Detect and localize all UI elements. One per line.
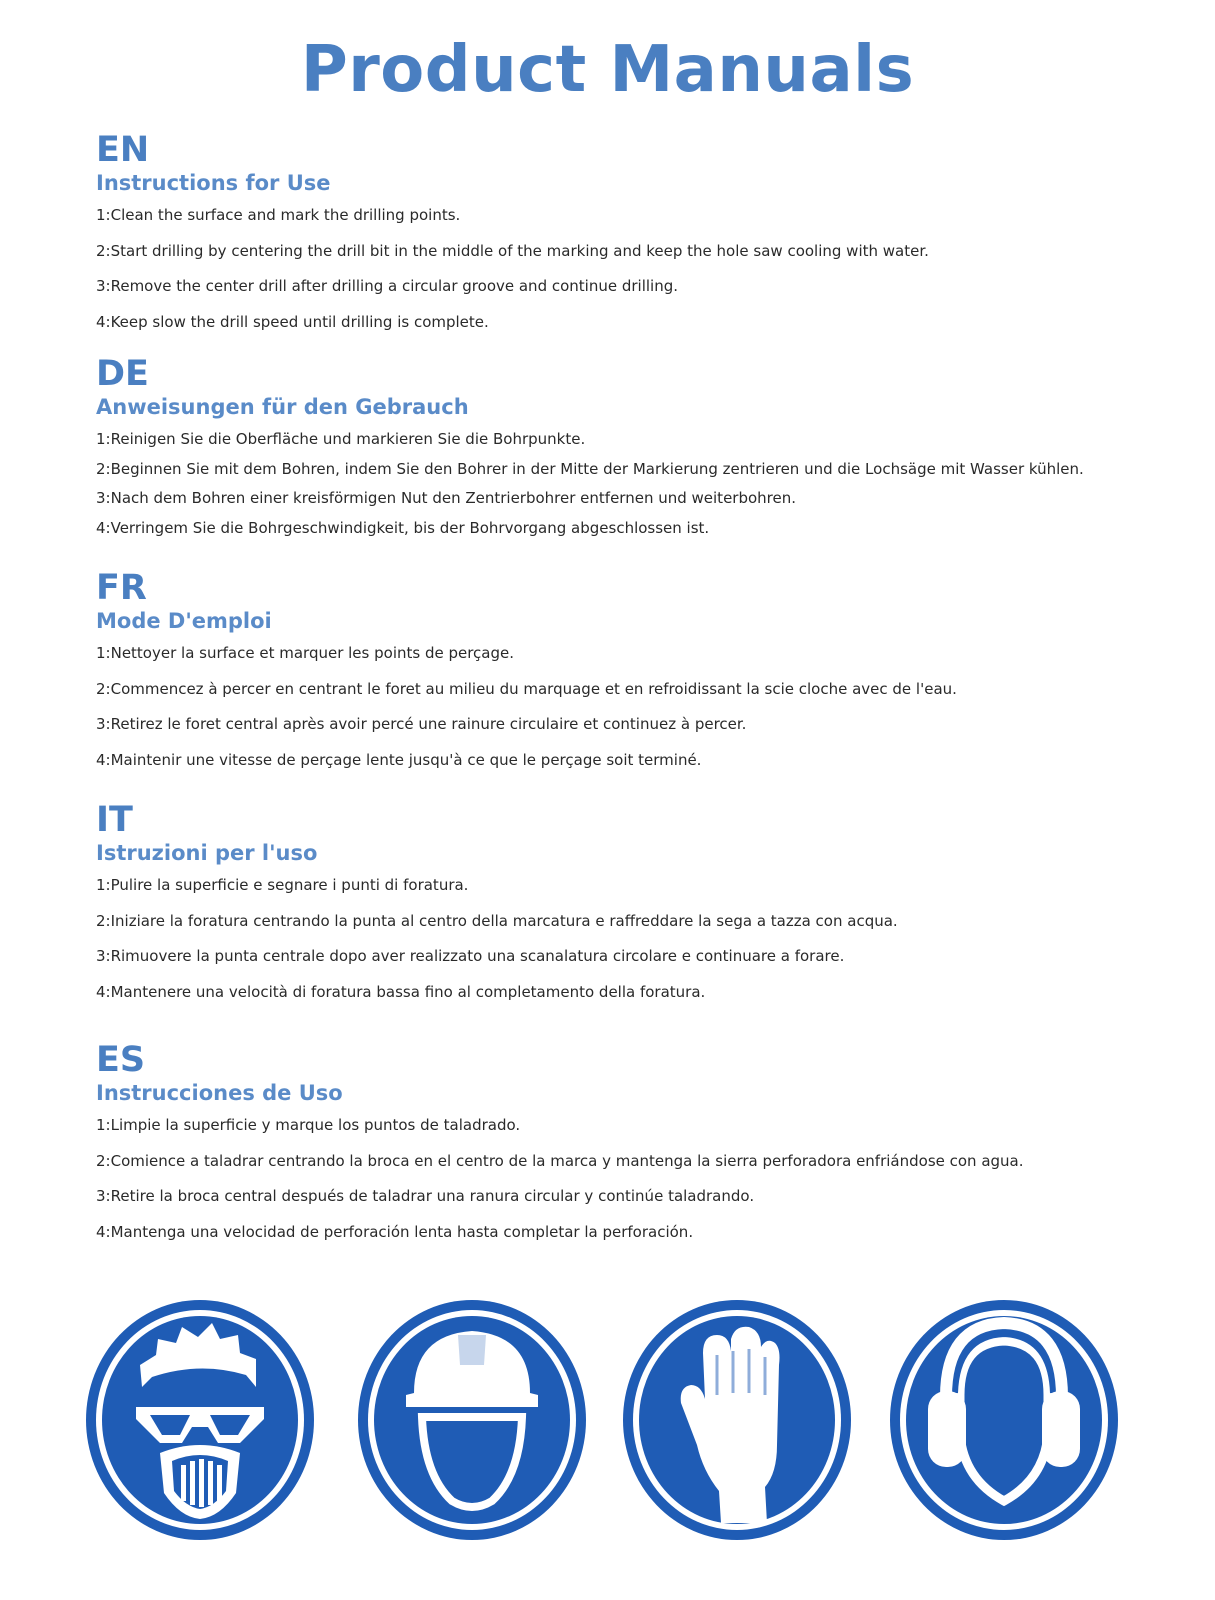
hard-hat-icon — [352, 1295, 592, 1545]
section-heading: Istruzioni per l'uso — [96, 841, 318, 865]
section-en — [96, 132, 1146, 348]
section-heading: Instructions for Use — [96, 171, 331, 195]
section-de — [96, 356, 1146, 548]
step-item: 2:Start drilling by centering the drill bit in the middle of the marking and keep the hole saw cooling with water. — [96, 241, 929, 260]
section-fr — [96, 570, 1146, 786]
language-code: FR — [96, 568, 147, 608]
respirator-goggles-icon — [80, 1295, 320, 1545]
language-code: DE — [96, 354, 149, 394]
step-item: 3:Rimuovere la punta centrale dopo aver realizzato una scanalatura circolare e continuare a forare. — [96, 947, 845, 965]
step-item: 4:Keep slow the drill speed until drilling is complete. — [96, 312, 489, 331]
safety-glove-icon — [617, 1295, 857, 1545]
step-item: 3:Retire la broca central después de taladrar una ranura circular y continúe taladrando. — [96, 1187, 755, 1205]
step-item: 4:Verringem Sie die Bohrgeschwindigkeit, bis der Bohrvorgang abgeschlossen ist. — [96, 518, 710, 537]
step-list — [96, 644, 1146, 786]
step-list — [96, 206, 1146, 348]
section-heading: Instrucciones de Uso — [96, 1081, 343, 1105]
step-item: 4:Mantenga una velocidad de perforación lenta hasta completar la perforación. — [96, 1222, 694, 1241]
safety-icon-row — [80, 1295, 1135, 1550]
step-item: 2:Beginnen Sie mit dem Bohren, indem Sie den Bohrer in der Mitte der Markierung zentrieren und die Lochsäge mit Wasser kühlen. — [96, 459, 1084, 478]
section-heading: Mode D'emploi — [96, 609, 272, 633]
step-item: 1:Clean the surface and mark the drilling points. — [96, 206, 461, 224]
step-item: 4:Mantenere una velocità di foratura bassa fino al completamento della foratura. — [96, 982, 706, 1001]
section-es — [96, 1042, 1146, 1258]
step-list — [96, 1116, 1146, 1258]
step-item: 2:Iniziare la foratura centrando la punta al centro della marcatura e raffreddare la sega a tazza con acqua. — [96, 911, 898, 930]
step-item: 1:Pulire la superficie e segnare i punti di foratura. — [96, 876, 469, 894]
step-item: 3:Nach dem Bohren einer kreisförmigen Nut den Zentrierbohrer entfernen und weiterbohren. — [96, 489, 797, 507]
language-code: IT — [96, 800, 133, 840]
ear-protection-icon — [884, 1295, 1124, 1545]
step-item: 4:Maintenir une vitesse de perçage lente jusqu'à ce que le perçage soit terminé. — [96, 750, 702, 769]
page-title: Product Manuals — [300, 33, 915, 107]
step-list — [96, 876, 1146, 1018]
section-it — [96, 802, 1146, 1018]
language-code: ES — [96, 1040, 146, 1080]
step-item: 1:Reinigen Sie die Oberfläche und markieren Sie die Bohrpunkte. — [96, 430, 586, 448]
step-list — [96, 430, 1146, 548]
step-item: 1:Limpie la superficie y marque los puntos de taladrado. — [96, 1116, 521, 1134]
step-item: 1:Nettoyer la surface et marquer les points de perçage. — [96, 644, 515, 662]
step-item: 2:Comience a taladrar centrando la broca en el centro de la marca y mantenga la sierra perforadora enfriándose con agua. — [96, 1151, 1024, 1170]
step-item: 3:Retirez le foret central après avoir percé une rainure circulaire et continuez à percer. — [96, 715, 747, 733]
step-item: 3:Remove the center drill after drilling a circular groove and continue drilling. — [96, 277, 678, 295]
step-item: 2:Commencez à percer en centrant le foret au milieu du marquage et en refroidissant la scie cloche avec de l'eau. — [96, 679, 957, 698]
language-code: EN — [96, 130, 150, 170]
section-heading: Anweisungen für den Gebrauch — [96, 395, 469, 419]
